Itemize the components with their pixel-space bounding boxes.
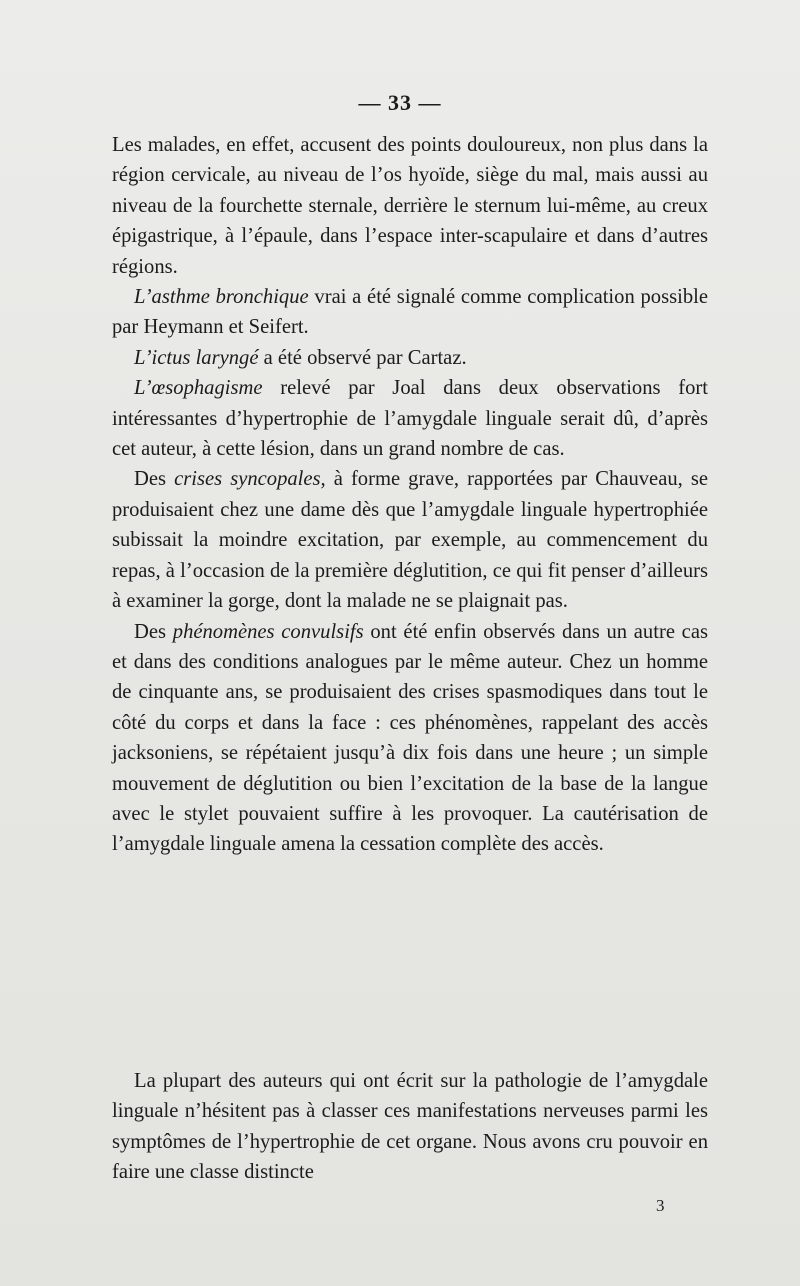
body-text-upper xyxy=(112,130,708,860)
page-number: — 33 — xyxy=(358,90,442,115)
paragraph-convulsions-pre: Des xyxy=(134,620,173,643)
paragraph-syncope-pre: Des xyxy=(134,468,175,491)
paragraph-convulsions xyxy=(112,617,708,860)
term-convulsions: phénomènes convulsifs xyxy=(172,620,364,643)
paragraph-syncope-rest: à forme grave, rapportées par Chauveau, se produisaient chez une dame dès que l’amygdale linguale hypertrophiée subissait la moindre excitation, par exemple, au commencement du repas, à l’occasion de la première déglutition, ce qui fit penser d’ailleurs à examiner la gorge, dont la malade ne se plaignait pas. xyxy=(112,468,708,613)
paragraph-ictus xyxy=(112,343,708,373)
signature-mark: 3 xyxy=(656,1196,665,1215)
paragraph-ictus-rest: a été observé par Cartaz. xyxy=(258,346,467,369)
body-text-lower xyxy=(112,1066,708,1188)
paragraph-asthma xyxy=(112,282,708,343)
paragraph-asthma-rest: vrai a été signalé comme complication possible par Heymann et Seifert. xyxy=(112,286,708,339)
term-syncope: crises syncopales, xyxy=(174,468,326,491)
paragraph-classification: La plupart des auteurs qui ont écrit sur la pathologie de l’amygdale linguale n’hésitent pas à classer ces manifestations nerveuses parmi les symptômes de l’hypertrophie de cet organe. Nous avons cru pouvoir en faire une classe distincte xyxy=(112,1070,708,1184)
paragraph-convulsions-rest: ont été enfin observés dans un autre cas et dans des conditions analogues par le même auteur. Chez un homme de cinquante ans, se produisaient des crises spasmodiques dans tout le côté du corps et dans la face : ces phénomènes, rappelant des accès jacksoniens, se répétaient jusqu’à dix fois dans une heure ; un simple mouvement de déglutition ou bien l’excitation de la base de la langue avec le stylet pouvaient suffire à les provoquer. La cautérisation de l’amygdale linguale amena la cessation complète des accès. xyxy=(112,620,708,856)
term-oesophagism: L’œsophagisme xyxy=(134,377,263,400)
paragraph-oesophagism xyxy=(112,373,708,464)
term-asthma: L’asthme bronchique xyxy=(134,286,309,309)
paragraph-oesophagism-rest: relevé par Joal dans deux observations fort intéressantes d’hypertrophie de l’amygdale linguale serait dû, d’après cet auteur, à cette lésion, dans un grand nombre de cas. xyxy=(112,377,708,461)
term-ictus: L’ictus laryngé xyxy=(134,346,259,369)
paragraph-syncope xyxy=(112,464,708,616)
paragraph-painful-points: Les malades, en effet, accusent des points douloureux, non plus dans la région cervicale, au niveau de l’os hyoïde, siège du mal, mais aussi au niveau de la fourchette sternale, derrière le sternum lui-même, au creux épigastrique, à l’épaule, dans l’espace inter-scapulaire et dans d’autres régions. xyxy=(112,134,708,278)
